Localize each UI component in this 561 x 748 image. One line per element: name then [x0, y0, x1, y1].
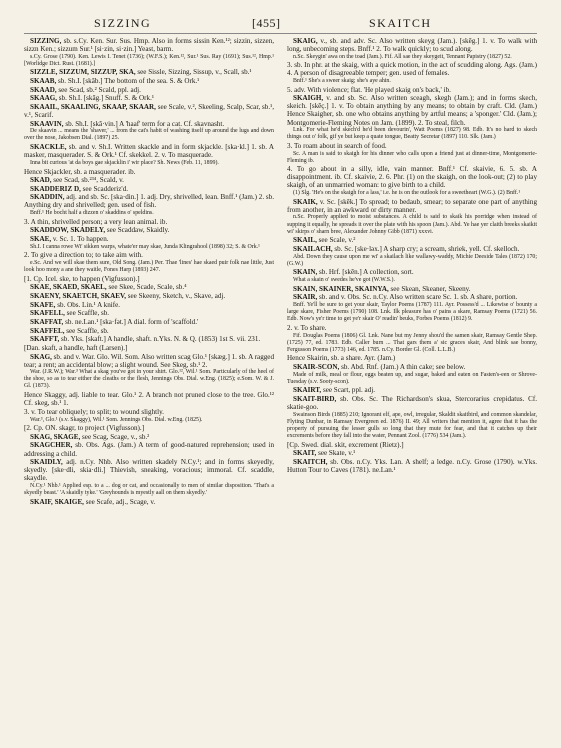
- entry-text: sb. Obs. Lin.¹ A knife.: [55, 300, 121, 309]
- entry-text: 4. To go about in a silly, idle, vain manner. Bnff.¹ Cf. skaivie, 6. 5. sb. A disappointment. ib. Cf. skaivie, 2. 6. Phr. (1) on the skaigh, on the look-out; (2) to play skaigh, of an unmarried woman: to give birth to a child.: [287, 165, 537, 190]
- entry-text: sb. Obs. Ags. (Jam.) A term of good-natured reprehension; used in addressing a child.: [24, 441, 274, 458]
- entry-headword: SKAIK,: [293, 197, 318, 206]
- dictionary-entry: [24, 86, 274, 94]
- entry-headword: SKAIG,: [293, 37, 318, 45]
- dictionary-entry: [24, 391, 274, 407]
- entry-text: see Scad, sb.² Scald, ppl. adj.: [56, 85, 141, 94]
- dictionary-entry: [24, 458, 274, 482]
- dictionary-entry: [24, 77, 274, 85]
- entry-text: War.³, Glo.¹ (s.v. Skaggy), Wil.¹ Som. Jennings Obs. Dial. w.Eng. (1825).: [30, 416, 203, 423]
- dictionary-entry: [24, 309, 274, 317]
- entry-text: Bnff. Ye'll be sure to get your skair, Taylor Poems (1787) 111. Ayr. Possess'd ... Likewise o' bounty a large skare, Fisher Poems (1790) 108. Lnk. Ilk pleasure has o' pains a skare, Ramsay Poems (1721) 56. Edb. Now's ye'r time to get ye'r skair O' readin' beuks, Forbes Poems (1812) 9.: [287, 302, 537, 323]
- entry-headword: SKAE,: [30, 235, 52, 244]
- entry-text: Bnff.¹ She's a sweer skaig; she's aye ahin.: [293, 78, 391, 85]
- entry-headword: SKAIR-SCON,: [293, 363, 340, 372]
- entry-text: Made of milk, meal or flour, eggs beaten up, and sugar, baked and eaten on Fasten's-een or Shrove-Tuesday (s.v. Sooty-scon).: [287, 371, 537, 385]
- dictionary-entry: [24, 369, 274, 390]
- dictionary-entry: [24, 283, 274, 291]
- dictionary-entry: [24, 54, 274, 68]
- entry-text: 3. A thin, shrivelled person; a very lean animal. ib.: [24, 217, 168, 226]
- entry-text: 2. v. To share.: [287, 323, 327, 332]
- entry-headword: SKAFELL,: [30, 309, 65, 318]
- entry-text: sb. and v. War. Glo. Wil. Som. Also written scag Glo.¹ [skæg.] 1. sb. A ragged tear; a rent; an accidental blow; a slight wound. See Skeg, sb.¹ 2.: [24, 352, 274, 369]
- entry-text: Sh.I. I canna rowe Wi' sikken warps, whate'er may skae, Junda Klingrahool (1898) 32; S. & Ork.¹: [30, 243, 260, 250]
- entry-text: N.Cy.¹ Nhb.¹ Applied esp. to a ... dog or cat, and occasionally to men of similar disposition. 'That's a skyedly beast.' 'A skaidly tyke.' 'Greyhounds is myestly aall on them skyedly.': [24, 482, 274, 496]
- entry-text: De skaavin ... means the 'shaver,' ... from the cat's habit of washing itself up around the lugs and down over the nose, Jakobsen Dial. (1897) 25.: [24, 128, 274, 142]
- entry-headword: SKAAD,: [30, 85, 57, 94]
- entry-headword: SKAD,: [30, 176, 52, 185]
- entry-text: sb. Sc. [ske·ləx.] A sharp cry; a scream, shriek, yell. Cf. skelloch.: [332, 245, 520, 253]
- entry-text: sb. ne.Lan.¹ [ska·fət.] A dial. form of 'scaffold.': [63, 318, 199, 327]
- dictionary-entry: [287, 214, 537, 235]
- dictionary-entry: [287, 165, 537, 189]
- dictionary-entry: [24, 292, 274, 300]
- entry-headword: SKAITCH,: [293, 458, 328, 467]
- dictionary-entry: [287, 412, 537, 440]
- entry-text: 2. To give a direction to; to take aim with.: [24, 251, 143, 260]
- entry-text: see Skeeny, Sketch, v., Skave, adj.: [126, 292, 226, 301]
- entry-headword: SKAIRT,: [293, 386, 322, 395]
- entry-headword: SKACKLE,: [30, 143, 67, 152]
- entry-text: sb. Hrf. [skēn.] A collection, sort.: [317, 268, 414, 277]
- dictionary-entry: [24, 244, 274, 251]
- entry-headword: SKAFE,: [30, 300, 56, 309]
- dictionary-entry: [287, 198, 537, 214]
- entry-text: [Cp. Swed. dial. skit, excrement (Rietz).]: [287, 440, 404, 449]
- dictionary-entry: [287, 245, 537, 253]
- dictionary-entry: [24, 185, 274, 193]
- dictionary-entry: [287, 324, 537, 332]
- entry-headword: SKAIT,: [293, 449, 317, 458]
- dictionary-entry: [287, 236, 537, 244]
- dictionary-entry: [287, 386, 537, 394]
- entry-headword: SIZZING,: [30, 37, 62, 45]
- dictionary-entry: [24, 218, 274, 226]
- entry-headword: SKAAG,: [30, 94, 57, 103]
- entry-headword: SKAFFEL,: [30, 326, 65, 335]
- dictionary-entry: [287, 61, 537, 77]
- entry-text: v. Sc. [skēk.] To spread; to bedaub, smear; to separate one part of anything from another, in an awkward or dirty manner.: [287, 197, 537, 214]
- dictionary-entry: [287, 458, 537, 474]
- dictionary-entry: [287, 37, 537, 53]
- entry-text: Sc. A man is said to skaigh for his dinner who calls upon a friend just at dinner-time, Montgomerie-Fleming ib.: [287, 150, 537, 164]
- header-left-word: SIZZING: [94, 16, 152, 30]
- entry-headword: SKAFFAT,: [30, 318, 64, 327]
- entry-headword: SKAAB,: [30, 77, 57, 86]
- header-rule: [24, 33, 537, 34]
- page-number: [455]: [252, 16, 281, 30]
- entry-text: see Skean, Skeaner, Skeeny.: [388, 284, 471, 293]
- dictionary-entry: [24, 235, 274, 243]
- dictionary-entry: [287, 94, 537, 126]
- dictionary-entry: [287, 372, 537, 386]
- entry-text: see Skee, Scade, Scale, sb.⁴: [106, 283, 187, 292]
- entry-text: sb. and v. Sh.I. Written skackle and in form skjackle. [ska·kl.] 1. sb. A masker, masquerader. S. & Ork.¹ Cf. skekkel. 2. v. To masquerade.: [24, 143, 274, 160]
- entry-text: sb. Obs. Sc. The Richardson's skua, Stercorarius crepidatus. Cf. skatie-goo.: [287, 395, 537, 412]
- dictionary-entry: [24, 168, 274, 176]
- entry-headword: SKADDIN,: [30, 193, 65, 202]
- entry-text: sb. Sh.I. [skā·vin.] A 'haaf' term for a cat. Cf. skavnasht.: [63, 119, 225, 128]
- dictionary-entry: [287, 293, 537, 301]
- entry-text: see Scad, sb.²³⁴, Scald, v.: [51, 176, 124, 185]
- entry-text: Bnff.¹ He bocht half a dizzen o' skaddins o' speldins.: [30, 210, 154, 217]
- entry-headword: SKAG,: [30, 352, 52, 361]
- dictionary-entry: [24, 37, 274, 53]
- dictionary-entry: [24, 335, 274, 343]
- entry-text: see Skate, v.¹: [316, 449, 356, 458]
- dictionary-entry: [287, 285, 537, 293]
- entry-text: [1. Cp. Icel. ske, to happen (Vigfusson).]: [24, 274, 140, 283]
- entry-headword: SIZZLE, SIZZUM, SIZZUP, SKA,: [30, 68, 136, 77]
- entry-headword: SKAFFT,: [30, 335, 60, 344]
- entry-headword: SKADDOW, SKADELY,: [30, 226, 106, 235]
- entry-headword: SKAAIL, SKAALING, SKAAP, SKAAR,: [30, 103, 156, 112]
- entry-text: 3. sb. In phr. at the skaig, with a quick motion, in the act of scudding along. Ags. (Jam.) 4. A person of disagreeable temper; gen. used of females.: [287, 61, 537, 78]
- dictionary-entry: [287, 363, 537, 371]
- dictionary-entry: [287, 86, 537, 94]
- entry-text: What a skain o' swedes he've got (W.W.S.).: [293, 277, 395, 284]
- entry-text: Hence Skairin, sb. a share. Ayr. (Jam.): [287, 354, 396, 363]
- dictionary-entry: [287, 151, 537, 165]
- entry-text: sb. Yks. [skaft.] A handle, shaft. n.Yks. N. & Q. (1853) 1st S. vii. 231.: [59, 335, 261, 344]
- dictionary-entry: [24, 143, 274, 159]
- entry-text: s.Cy. Grose (1790). Ken. Lewis I. Tenet (1736); (W.F.S.); Ken.¹², Sur.¹ Sus. Ray (1691); Sus.¹², Hmp.¹ [Worlidge Dict. Rust. (1681).]: [24, 53, 274, 67]
- entry-text: 3. To roam about in search of food.: [287, 141, 387, 150]
- entry-text: sb. s.Cy. Ken. Sur. Sus. Hmp. Also in forms sissin Ken.¹²; sizzin, sizzen, sizzn Ken.; sizzum Sur.¹ [si·zin, si·zin.] Yeast, barm.: [24, 37, 274, 54]
- dictionary-entry: [287, 190, 537, 197]
- header-right-word: SKAITCH: [369, 16, 432, 30]
- columns: [24, 37, 537, 742]
- dictionary-entry: [24, 301, 274, 309]
- dictionary-entry: [287, 354, 537, 362]
- dictionary-entry: [287, 277, 537, 284]
- dictionary-entry: [24, 160, 274, 167]
- entry-text: n.Sc. Properly applied to moist substances. A child is said to skaik his porridge when instead of supping it equally, he spreads it over the plate with his spoon (Jam.). Abd. Ye hae yer claith breeks skaikit wi' skirps o' sharn bree, Alexander Johnny Gibb (1871) xxxvi.: [287, 214, 537, 235]
- dictionary-entry: [24, 417, 274, 424]
- dictionary-entry: [24, 210, 274, 217]
- dictionary-entry: [24, 327, 274, 335]
- entry-text: Hence Skaggy, adj. liable to tear. Glo.¹ 2. A branch not pruned close to the tree. Glo.¹² Cf. skeg, sb.¹ 1.: [24, 391, 274, 408]
- entry-text: sb. and v. Obs. Sc. n.Cy. Also written scare Sc. 1. sb. A share, portion.: [317, 293, 518, 302]
- entry-text: v. Sc. 1. To happen.: [51, 235, 109, 244]
- left-column: [24, 37, 274, 742]
- dictionary-entry: [24, 498, 274, 506]
- dictionary-entry: [24, 433, 274, 441]
- dictionary-entry: [24, 226, 274, 234]
- dictionary-entry: [24, 441, 274, 457]
- entry-text: Inna bit curious 'at da boys gae skjacklin i' wir place? Sh. News (Feb. 11, 1899).: [30, 159, 219, 166]
- entry-text: [2. Cp. ON. skagr, to project (Vigfusson).]: [24, 424, 145, 433]
- dictionary-entry: [287, 127, 537, 141]
- dictionary-entry: [287, 449, 537, 457]
- dictionary-entry: [287, 54, 537, 61]
- entry-text: (1) Slg. 'He's on the skaigh for a lass,' i.e. he is on the outlook for a sweetheart (W.G.). (2) Bnff.¹: [293, 190, 521, 197]
- dictionary-entry: [287, 254, 537, 268]
- dictionary-entry: [24, 128, 274, 142]
- entry-headword: SKAENY, SKAETCH, SKAEV,: [30, 292, 126, 301]
- dictionary-entry: [287, 78, 537, 85]
- dictionary-entry: [287, 333, 537, 354]
- entry-text: see Scag, Scage, v., sb.²: [80, 432, 150, 441]
- entry-text: sb. Sh.I. [skāb.] The bottom of the sea. S. & Ork.¹: [56, 77, 200, 86]
- entry-text: see Scale, v.²: [316, 236, 356, 245]
- dictionary-entry: [287, 302, 537, 323]
- entry-text: v., sb. and adv. Sc. Also written skeyg (Jam.). [skēg.] 1. v. To walk with long, unbecoming steps. Bnff.¹ 2. To walk quickly; to scud along.: [287, 37, 537, 54]
- running-header: [24, 14, 537, 34]
- entry-text: e.Sc. And we will skae them sure, Old Song. (Jam.) Per. Thae 'lines' hae skaed puir folk nae little, Just look hoo mony a ane they waitle, Fones Harp (1893) 247.: [24, 260, 274, 274]
- right-column: [287, 37, 537, 742]
- entry-headword: SKAIT-BIRD,: [293, 395, 337, 404]
- entry-headword: SKAIGH,: [293, 94, 324, 103]
- entry-headword: SKAIR,: [293, 293, 318, 302]
- entry-text: see Sissle, Sizzing, Sissup, v., Scall, sb.¹: [135, 68, 252, 77]
- entry-headword: SKAG, SKAGE,: [30, 432, 81, 441]
- entry-headword: SKAIN, SKAINER, SKAINYA,: [293, 284, 389, 293]
- dictionary-entry: [24, 120, 274, 128]
- entry-text: 5. adv. With violence; flat. 'He played skaig on's back,' ib.: [287, 85, 451, 94]
- dictionary-entry: [24, 176, 274, 184]
- entry-headword: SKADDERIZ D,: [30, 184, 81, 193]
- dictionary-entry: [24, 408, 274, 416]
- entry-text: Fif. Douglas Poems (1806) Gl. Lnk. Nane but my Jenny shou'd the samen skair, Ramsay Gentle Shep. (1725) 77, ed. 1783. Edb. Caller burn ... That gars them a' sic graces skair, And blink sae bonny, Fergusson Poems (1773) 146, ed. 1785. n.Cy. Border Gl. (Coll. L.L.B.): [287, 332, 537, 353]
- dictionary-entry: [24, 483, 274, 497]
- entry-text: Hence Skjackler, sb. a masquerader. ib.: [24, 167, 136, 176]
- entry-text: sb. Sh.I. [skāg.] Snuff. S. & Ork.¹: [57, 94, 154, 103]
- entry-text: Lnk. For what he'd skech'd he'd been devourin', Watt Poems (1827) 98. Edb. It's no hard to skech things out o' folk, gif ye but keep a quate tongue, Beatty Secretar (1897) 110. Slk. (Jam.): [287, 127, 537, 141]
- dictionary-entry: [24, 94, 274, 102]
- entry-headword: SKAIL,: [293, 236, 317, 245]
- dictionary-entry: [24, 275, 274, 283]
- entry-text: see Scafe, adj., Scage, v.: [83, 497, 156, 506]
- entry-text: adj. and sb. Sc. [ska·din.] 1. adj. Dry, shrivelled, lean. Bnff.¹ (Jam.) 2. sb. Anything dry and shrivelled; gen. used of fish.: [24, 193, 274, 210]
- entry-text: see Scale, v.², Skeeling, Scalp, Scar, sb.¹, v.¹, Scarif.: [24, 103, 274, 120]
- entry-text: Abd. Down they cause upon me wi' a skailach like wallawy-waddy, Michie Deeside Tales (1872) 170; (G.W.): [287, 253, 537, 267]
- entry-text: see Scaddaw, Skaidly.: [105, 226, 170, 235]
- entry-text: see Scaffle, sb.: [64, 309, 110, 318]
- entry-headword: SKAE, SKAED, SKAEL,: [30, 283, 107, 292]
- entry-text: see Scart, ppl. adj.: [321, 386, 375, 395]
- entry-text: Swainson Birds (1885) 210; Ignorant elf, ape, owl, irregular, Skaldit skaitbird, and common skandelar, Flyting Dunbar, in Ramsay Evergreen ed. 1876) II. 49; All writers that mention it, agree that it has the property of pursuing the lesser gulls so long that they mute for fear, and that it catches up their excrements before they fall into the water, Pennant Zool. (1776) 534 (Jam.).: [287, 411, 537, 440]
- entry-text: sb. Obs. n.Cy. Yks. Lan. A shelf; a ledge. n.Cy. Grose (1790). w.Yks. Hutton Tour to Caves (1781). ne.Lan.¹: [287, 458, 537, 475]
- entry-text: 3. v. To tear obliquely; to split; to wound slightly.: [24, 407, 164, 416]
- entry-headword: SKAIDLY,: [30, 458, 63, 467]
- entry-text: [Dan. skaft, a handle, haft (Larsen).]: [24, 343, 128, 352]
- entry-text: sb. Abd. Rnf. (Jam.) A thin cake; see below.: [339, 363, 466, 372]
- entry-text: n.Sc. Skeygin' awa on the toad (Jam.). Fif. All sae they skeygeit, Tennant Papistry (1827) 52.: [293, 53, 512, 60]
- dictionary-entry: [24, 68, 274, 76]
- dictionary-entry: [24, 260, 274, 274]
- entry-headword: SKAAVIN,: [30, 119, 64, 128]
- entry-text: see Scadderiz'd.: [80, 184, 129, 193]
- entry-text: War. (J.R.W.); War.³ What a skag you've got in your shirt. Glo.¹², Wil.¹ Som. Particularly of the heel of the shoe, so as to tear either the cleaths or the flesh, Jennings Obs. Dial. w.Eng. (1825); e.Som. W. & J. Gl. (1873).: [24, 369, 274, 390]
- dictionary-entry: [24, 424, 274, 432]
- dictionary-entry: [24, 193, 274, 209]
- entry-text: adj. n.Cy. Nhb. Also written skadely N.Cy.¹; and in forms skeyedly, skyedly. [ske·dli, skia·dli.] Thievish, sneaking, voracious; immoral. Cf. scaddle, skaydle.: [24, 458, 274, 483]
- dictionary-entry: [24, 353, 274, 369]
- entry-text: v. and sb. Sc. Also written sceagh, skegh (Jam.); and in forms skech, skeich. [skēç.] 1. v. To obtain anything by any means; to obtain by craft. Cld. (Jam.) Hence Skaigher, sb. one who obtains anything by artful means; a 'sponger.' Cld. (Jam.); Montgomerie-Fleming Notes on Jam. (1899). 2. To steal, filch.: [287, 94, 537, 127]
- dictionary-entry: [287, 395, 537, 411]
- dictionary-entry: [287, 268, 537, 276]
- dictionary-entry: [24, 103, 274, 119]
- entry-text: see Scaffle, sb.: [64, 326, 109, 335]
- entry-headword: SKAIF, SKAIGE,: [30, 497, 84, 506]
- dictionary-entry: [24, 318, 274, 326]
- dictionary-entry: [24, 251, 274, 259]
- dictionary-entry: [24, 344, 274, 352]
- dictionary-entry: [287, 142, 537, 150]
- entry-headword: SKAIN,: [293, 268, 318, 277]
- dictionary-entry: [287, 441, 537, 449]
- entry-headword: SKAILACH,: [293, 245, 333, 253]
- entry-headword: SKAGCHER,: [30, 441, 73, 450]
